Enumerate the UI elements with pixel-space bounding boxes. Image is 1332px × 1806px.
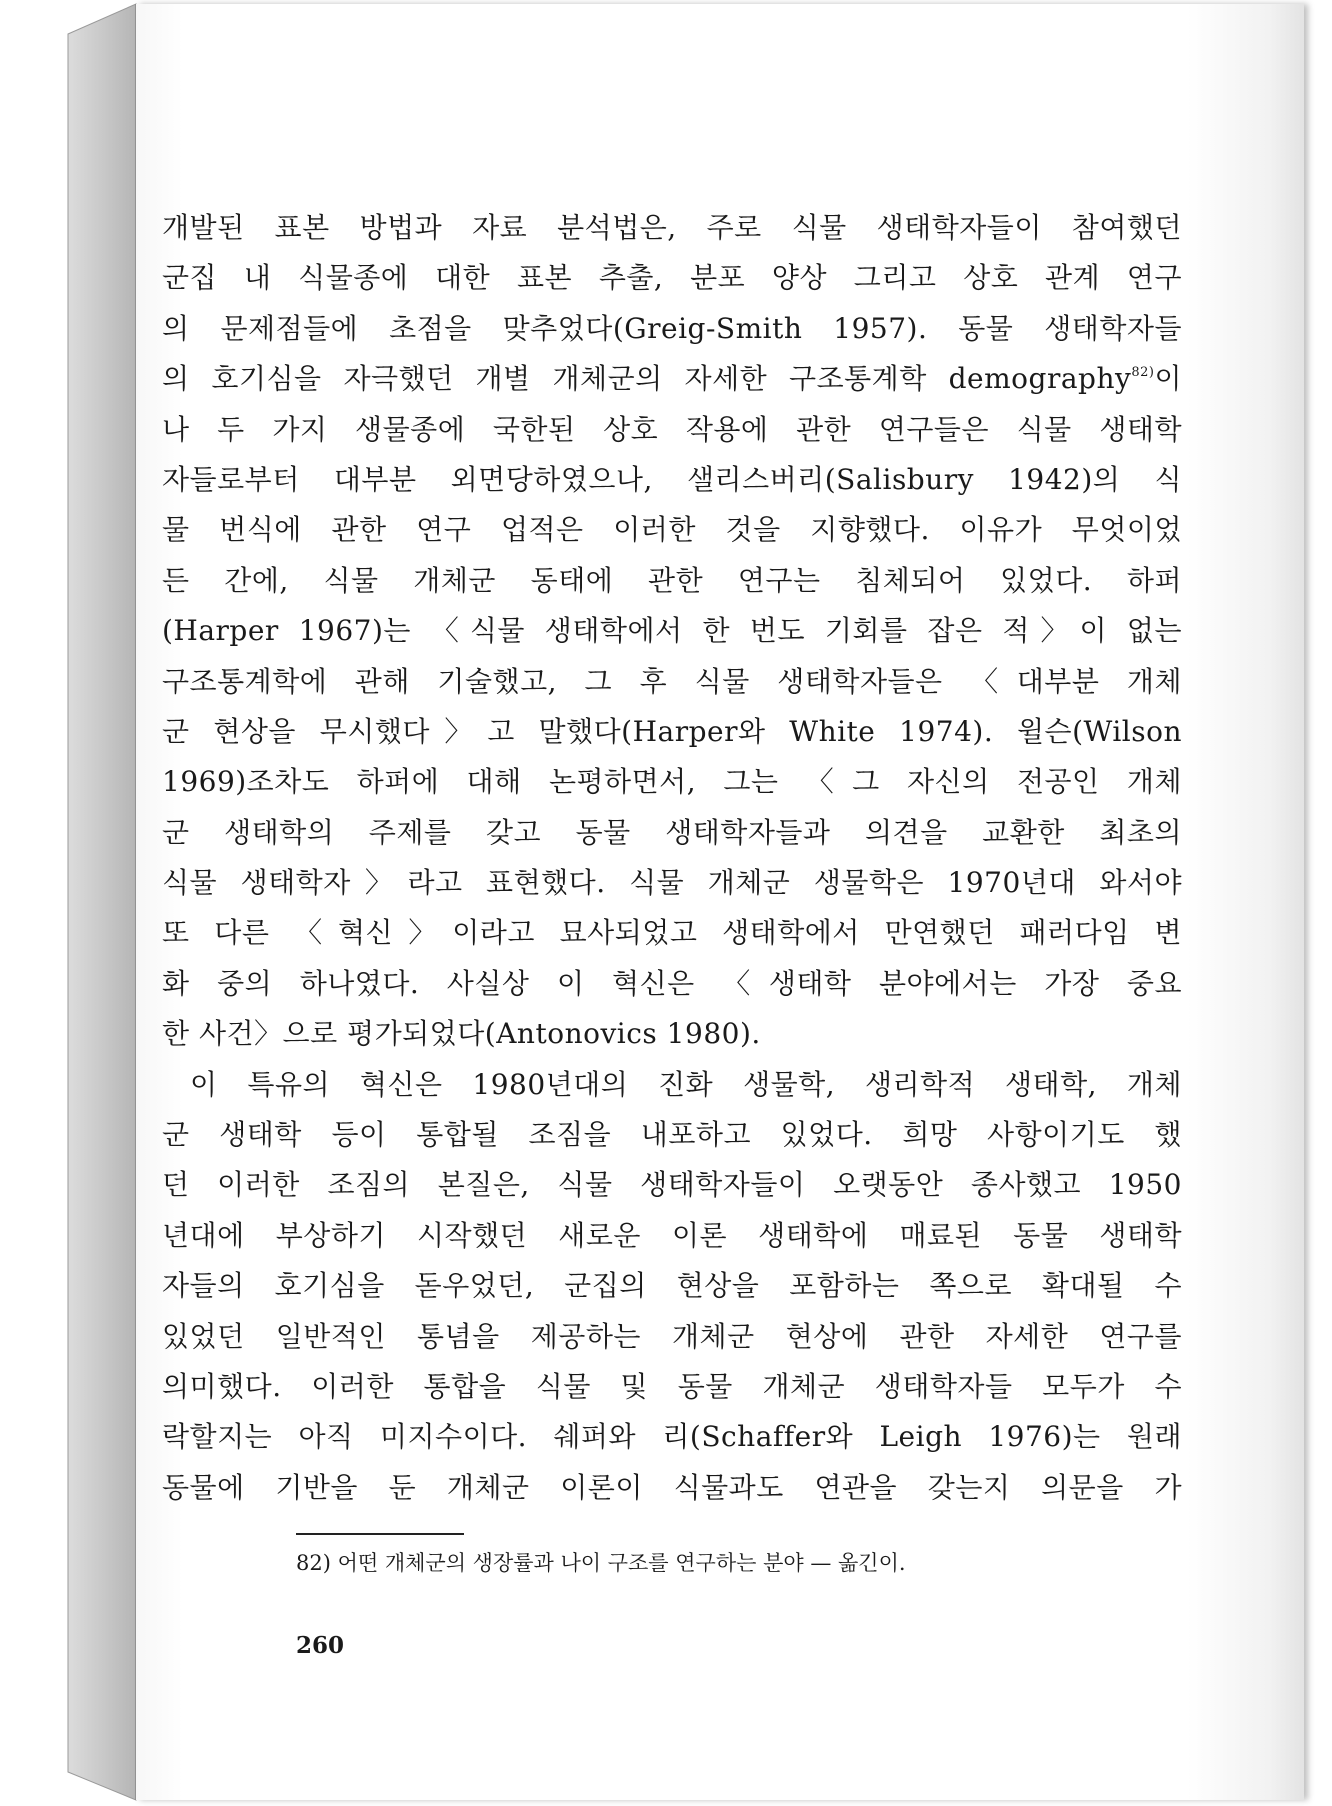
footnote-divider	[296, 1533, 464, 1535]
text-line: 물 번식에 관한 연구 업적은 이러한 것을 지향했다. 이유가 무엇이었	[162, 513, 1182, 547]
text-line: 또 다른 〈혁신〉이라고 묘사되었고 생태학에서 만연했던 패러다임 변	[162, 916, 1182, 950]
text-line: 군 생태학의 주제를 갖고 동물 생태학자들과 의견을 교환한 최초의	[162, 815, 1182, 849]
text-line	[162, 354, 1182, 404]
text-line: 자들의 호기심을 돋우었던, 군집의 현상을 포함하는 쪽으로 확대될 수	[162, 1269, 1182, 1303]
footnote: 82) 어떤 개체군의 생장률과 나이 구조를 연구하는 분야 — 옮긴이.	[296, 1551, 906, 1575]
text-line: 든 간에, 식물 개체군 동태에 관한 연구는 침체되어 있었다. 하퍼	[162, 563, 1182, 597]
page-number: 260	[296, 1632, 345, 1659]
body-text	[162, 203, 1182, 1513]
text-line: 있었던 일반적인 통념을 제공하는 개체군 현상에 관한 자세한 연구를	[162, 1319, 1182, 1353]
text-line: 의 문제점들에 초점을 맞추었다(Greig-Smith 1957). 동물 생태학자들	[162, 311, 1182, 345]
text-line: (Harper 1967)는 〈식물 생태학에서 한 번도 기회를 잡은 적〉이 없는	[162, 614, 1182, 648]
text-line-main: 의 호기심을 자극했던 개별 개체군의 자세한 구조통계학 demography	[162, 362, 1132, 396]
text-line: 화 중의 하나였다. 사실상 이 혁신은 〈생태학 분야에서는 가장 중요	[162, 966, 1182, 1000]
footnote-reference: 82)	[1131, 365, 1155, 381]
text-line: 군 생태학 등이 통합될 조짐을 내포하고 있었다. 희망 사항이기도 했	[162, 1118, 1182, 1152]
text-line: 던 이러한 조짐의 본질은, 식물 생태학자들이 오랫동안 종사했고 1950	[162, 1168, 1182, 1202]
text-line: 자들로부터 대부분 외면당하였으나, 샐리스버리(Salisbury 1942)의 식	[162, 462, 1182, 496]
text-line: 군 현상을 무시했다〉고 말했다(Harper와 White 1974). 윌슨(Wilson	[162, 714, 1182, 748]
text-line: 구조통계학에 관해 기술했고, 그 후 식물 생태학자들은 〈대부분 개체	[162, 664, 1182, 698]
text-line: 이 특유의 혁신은 1980년대의 진화 생물학, 생리학적 생태학, 개체	[190, 1067, 1182, 1101]
text-line: 한 사건〉으로 평가되었다(Antonovics 1980).	[162, 1017, 761, 1051]
text-line: 나 두 가지 생물종에 국한된 상호 작용에 관한 연구들은 식물 생태학	[162, 412, 1182, 446]
text-line: 식물 생태학자〉라고 표현했다. 식물 개체군 생물학은 1970년대 와서야	[162, 866, 1182, 900]
text-line: 1969)조차도 하퍼에 대해 논평하면서, 그는 〈그 자신의 전공인 개체	[162, 765, 1182, 799]
text-line: 군집 내 식물종에 대한 표본 추출, 분포 양상 그리고 상호 관계 연구	[162, 261, 1182, 295]
text-line: 락할지는 아직 미지수이다. 쉐퍼와 리(Schaffer와 Leigh 1976)는 원래	[162, 1420, 1182, 1454]
text-line: 의미했다. 이러한 통합을 식물 및 동물 개체군 생태학자들 모두가 수	[162, 1369, 1182, 1403]
text-line: 년대에 부상하기 시작했던 새로운 이론 생태학에 매료된 동물 생태학	[162, 1218, 1182, 1252]
text-line: 개발된 표본 방법과 자료 분석법은, 주로 식물 생태학자들이 참여했던	[162, 211, 1182, 244]
text-line-tail: 이	[1154, 362, 1182, 396]
text-line: 동물에 기반을 둔 개체군 이론이 식물과도 연관을 갖는지 의문을 가	[162, 1470, 1182, 1504]
